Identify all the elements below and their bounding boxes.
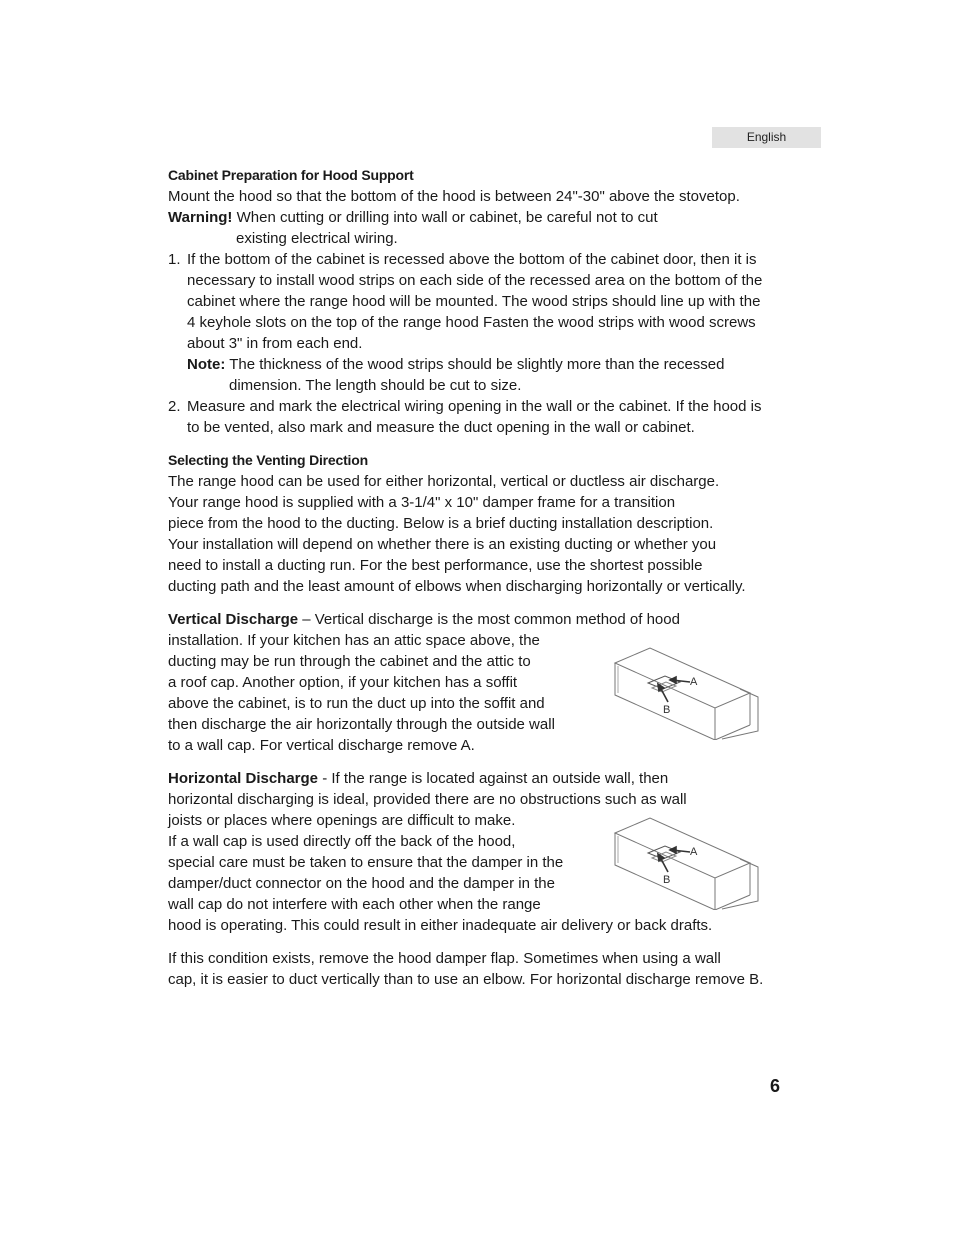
horizontal-discharge-label: Horizontal Discharge	[168, 770, 319, 787]
paragraph-line: installation. If your kitchen has an attic space above, the	[168, 632, 540, 649]
list-item-2	[168, 396, 798, 417]
label-a: A	[690, 676, 698, 688]
list-number: 2.	[168, 398, 181, 415]
paragraph-line: Your range hood is supplied with a 3-1/4" x 10" damper frame for a transition	[168, 494, 676, 511]
list-item-1	[168, 249, 798, 270]
paragraph-line: horizontal discharging is ideal, provided there are no obstructions such as wall	[168, 791, 687, 808]
list-text: Measure and mark the electrical wiring opening in the wall or the cabinet. If the hood is	[187, 398, 762, 415]
paragraph-line: The range hood can be used for either horizontal, vertical or ductless air discharge.	[168, 473, 720, 490]
paragraph-line: special care must be taken to ensure that the damper in the	[168, 854, 564, 871]
language-tab: English	[712, 127, 821, 148]
list-text: to be vented, also mark and measure the duct opening in the wall or cabinet.	[187, 419, 695, 436]
hood-diagram-vertical	[610, 645, 760, 740]
paragraph-line: hood is operating. This could result in either inadequate air delivery or back drafts.	[168, 917, 713, 934]
paragraph-line: then discharge the air horizontally through the outside wall	[168, 716, 555, 733]
paragraph-line: ducting path and the least amount of elbows when discharging horizontally or vertically.	[168, 578, 746, 595]
warning-continuation: existing electrical wiring.	[236, 230, 398, 247]
warning-line	[168, 207, 798, 228]
label-b: B	[663, 704, 671, 716]
paragraph-line: Your installation will depend on whether there is an existing ducting or whether you	[168, 536, 717, 553]
list-text: If the bottom of the cabinet is recessed above the bottom of the cabinet door, then it is	[187, 251, 757, 268]
vertical-discharge-line	[168, 609, 798, 630]
paragraph-line: to a wall cap. For vertical discharge remove A.	[168, 737, 475, 754]
paragraph-line: joists or places where openings are difficult to make.	[168, 812, 516, 829]
paragraph-line: above the cabinet, is to run the duct up into the soffit and	[168, 695, 545, 712]
paragraph-line: If a wall cap is used directly off the back of the hood,	[168, 833, 516, 850]
list-text: necessary to install wood strips on each side of the recessed area on the bottom of the	[187, 272, 763, 289]
section-heading-cabinet: Cabinet Preparation for Hood Support	[168, 167, 414, 183]
vertical-discharge-text: – Vertical discharge is the most common method of hood	[298, 611, 680, 628]
list-number: 1.	[168, 251, 181, 268]
horizontal-discharge-line	[168, 768, 798, 789]
paragraph-line: damper/duct connector on the hood and the damper in the	[168, 875, 555, 892]
label-a: A	[690, 846, 698, 858]
list-text: 4 keyhole slots on the top of the range hood Fasten the wood strips with wood screws	[187, 314, 756, 331]
note-line	[168, 354, 798, 375]
paragraph-line: If this condition exists, remove the hood damper flap. Sometimes when using a wall	[168, 950, 721, 967]
vertical-discharge-label: Vertical Discharge	[168, 611, 299, 628]
paragraph-line: need to install a ducting run. For the best performance, use the shortest possible	[168, 557, 703, 574]
warning-label: Warning!	[168, 209, 233, 226]
note-label: Note:	[187, 356, 226, 373]
list-text: cabinet where the range hood will be mounted. The wood strips should line up with the	[187, 293, 761, 310]
note-continuation: dimension. The length should be cut to size.	[229, 377, 522, 394]
paragraph-line: piece from the hood to the ducting. Below is a brief ducting installation description.	[168, 515, 714, 532]
warning-text: When cutting or drilling into wall or cabinet, be careful not to cut	[232, 209, 658, 226]
list-text: about 3" in from each end.	[187, 335, 363, 352]
page-number: 6	[770, 1076, 781, 1096]
note-text: The thickness of the wood strips should be slightly more than the recessed	[225, 356, 725, 373]
paragraph-line: a roof cap. Another option, if your kitchen has a soffit	[168, 674, 518, 691]
hood-diagram-horizontal	[610, 815, 760, 910]
paragraph-line: wall cap do not interfere with each other when the range	[168, 896, 541, 913]
paragraph-line: Mount the hood so that the bottom of the hood is between 24"-30" above the stovetop.	[168, 188, 740, 205]
paragraph-line: ducting may be run through the cabinet and the attic to	[168, 653, 531, 670]
label-b: B	[663, 874, 671, 886]
horizontal-discharge-text: - If the range is located against an outside wall, then	[318, 770, 669, 787]
paragraph-line: cap, it is easier to duct vertically than to use an elbow. For horizontal discharge remove B.	[168, 971, 764, 988]
section-heading-venting: Selecting the Venting Direction	[168, 452, 368, 468]
